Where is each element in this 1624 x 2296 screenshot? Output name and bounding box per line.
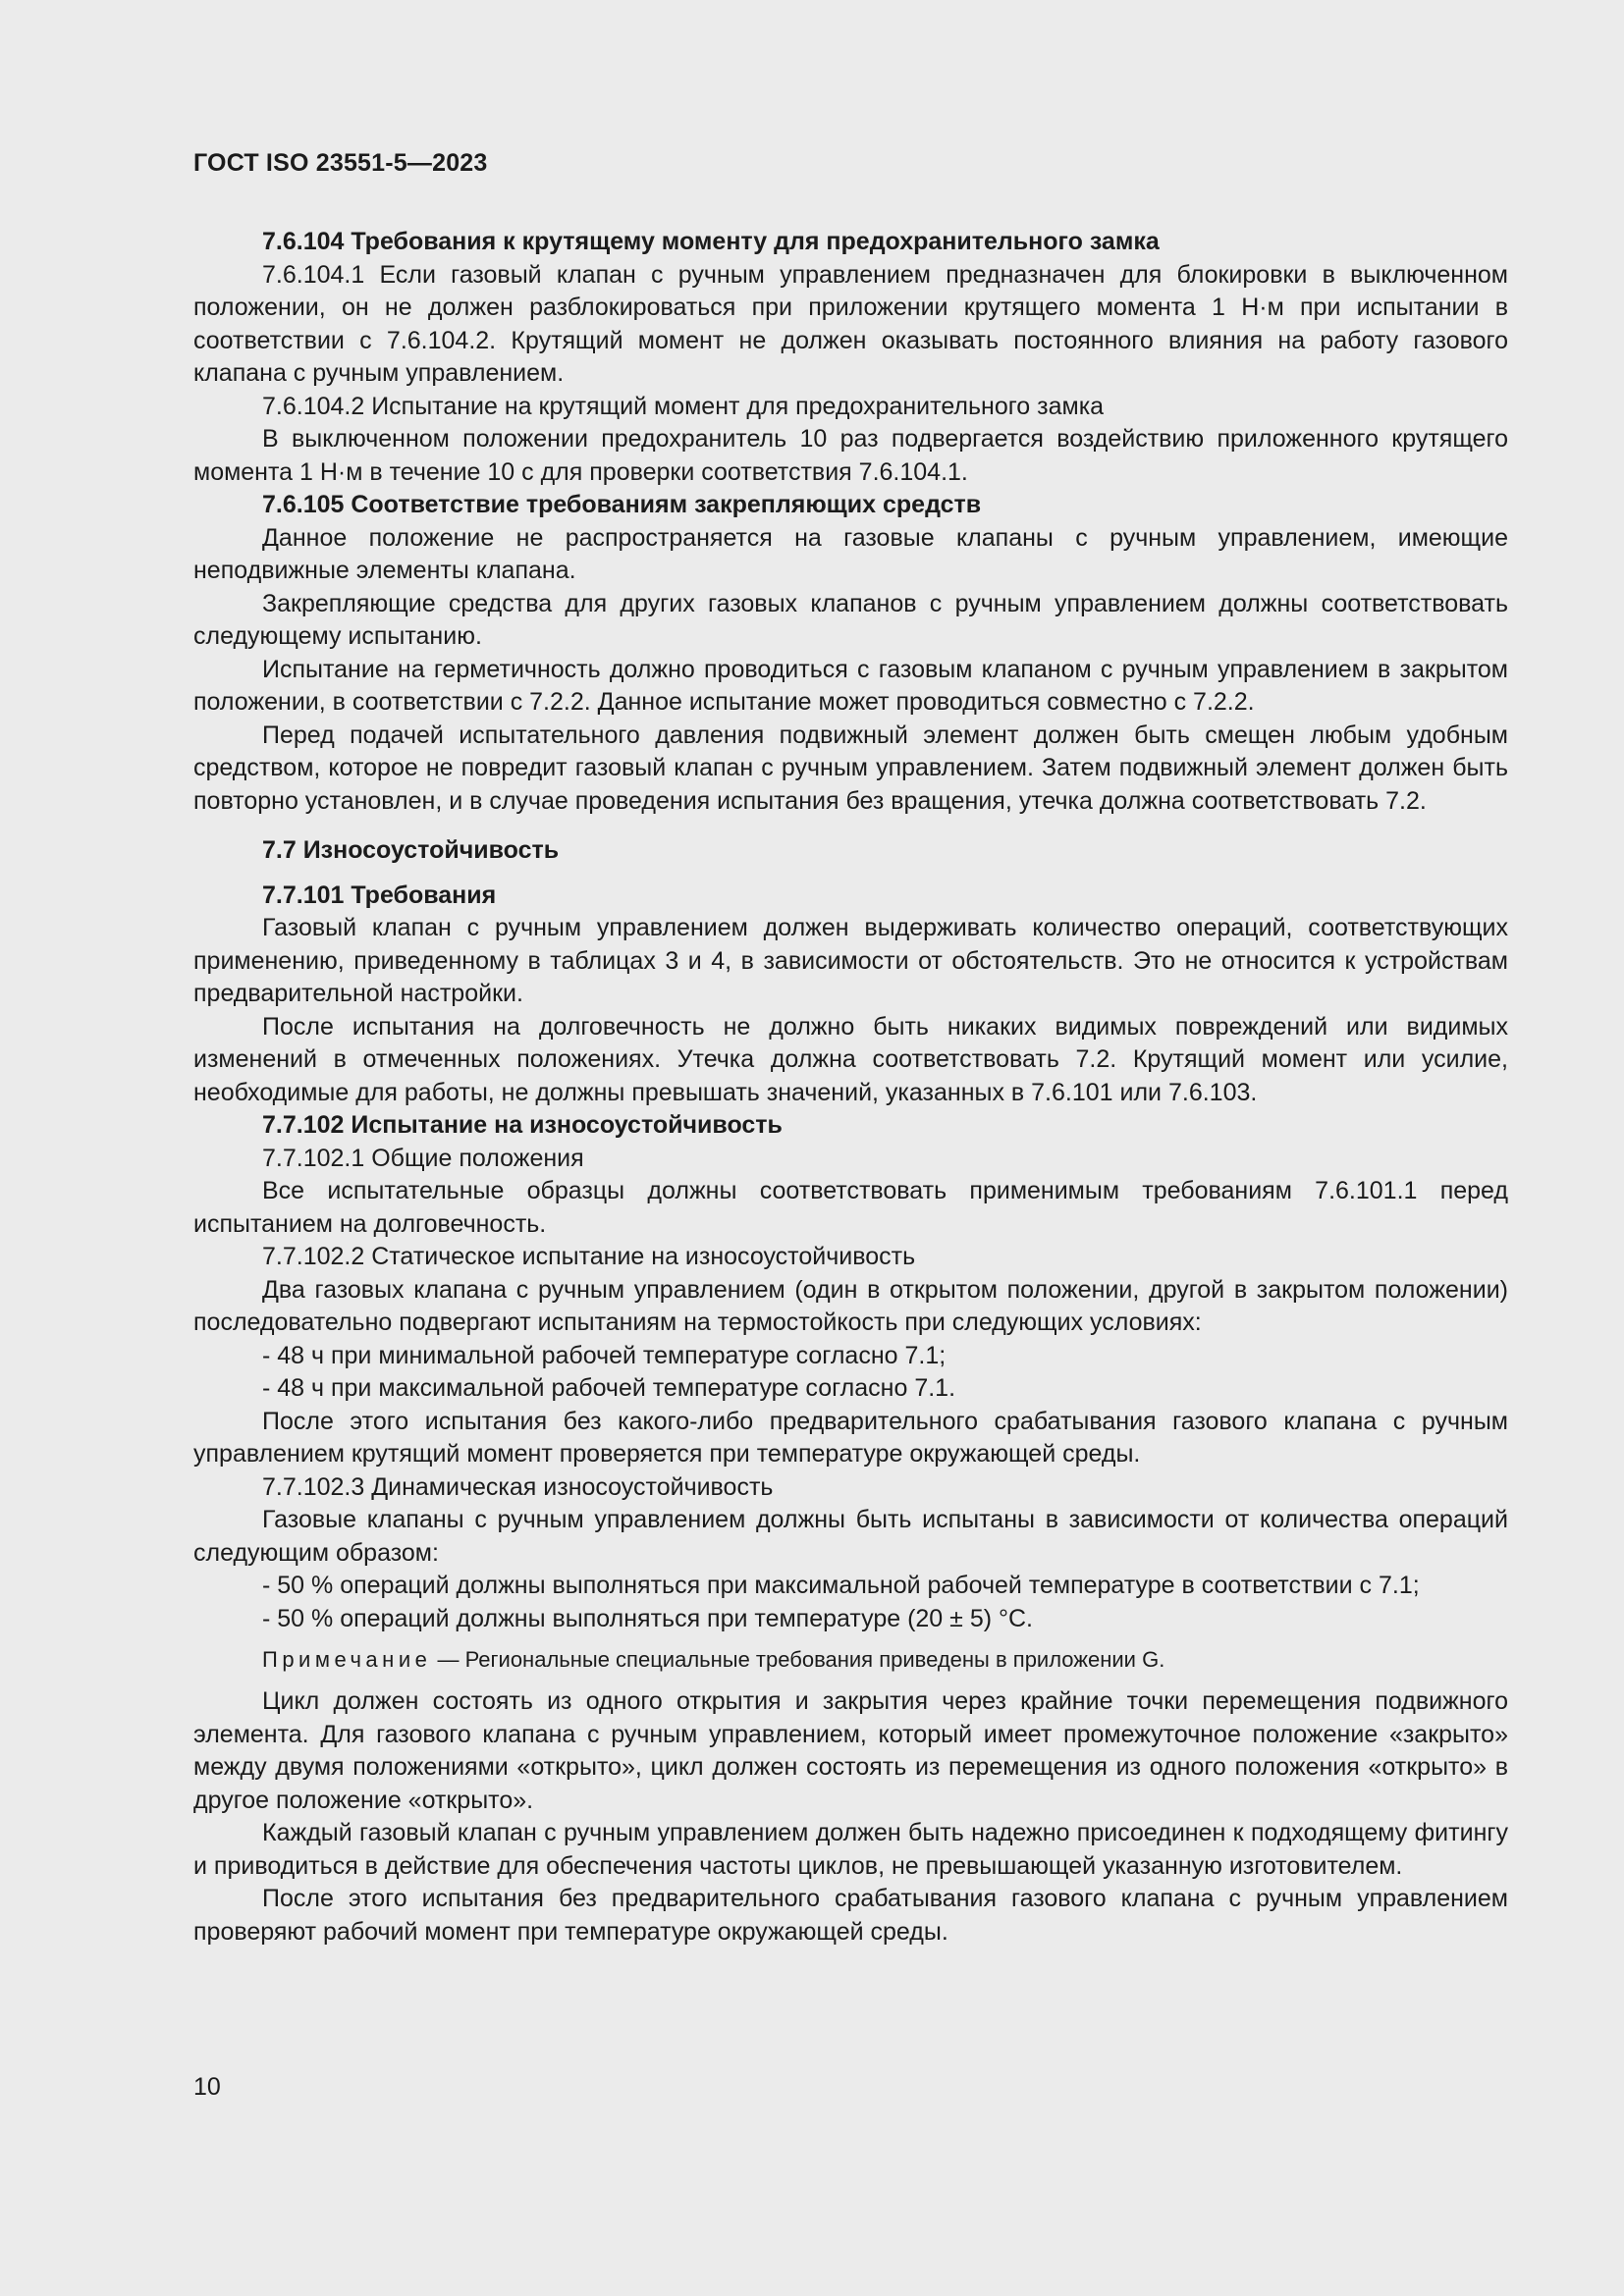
paragraph: 7.7.102.3 Динамическая износоустойчивость xyxy=(262,1472,774,1501)
paragraph: После этого испытания без какого-либо предварительного срабатывания газового клапана с ручным управлением крутящий момент проверяется при температуре окружающей среды. xyxy=(193,1407,1508,1468)
paragraph: 7.6.104.2 Испытание на крутящий момент для предохранительного замка xyxy=(262,392,1105,420)
section-paragraphs-after-note xyxy=(193,1685,1508,1949)
note-label: Примечание xyxy=(262,1647,432,1672)
paragraph: Все испытательные образцы должны соответствовать применимым требованиям 7.6.101.1 перед испытанием на долговечность. xyxy=(193,1177,1508,1238)
paragraph: - 48 ч при минимальной рабочей температуре согласно 7.1; xyxy=(262,1341,947,1369)
paragraph: 7.7.102.2 Статическое испытание на износоустойчивость xyxy=(262,1243,916,1270)
paragraph: - 50 % операций должны выполняться при температуре (20 ± 5) °C. xyxy=(262,1604,1033,1632)
paragraph: - 50 % операций должны выполняться при максимальной рабочей температуре в соответствии с 7.1; xyxy=(262,1572,1420,1599)
section-heading: 7.7 Износоустойчивость xyxy=(262,836,560,864)
paragraph: Газовый клапан с ручным управлением должен выдерживать количество операций, соответствующих применению, приведенному в таблицах 3 и 4, в зависимости от обстоятельств. Это не относится к устройствам предварительной настройки. xyxy=(193,914,1508,1007)
paragraph: После испытания на долговечность не должно быть никаких видимых повреждений или видимых изменений в отмеченных положениях. Утечка должна соответствовать 7.2. Крутящий момент или усилие, необходимые для работы, не должны превышать значений, указанных в 7.6.101 или 7.6.103. xyxy=(193,1012,1508,1106)
section-heading: 7.7.101 Требования xyxy=(262,881,497,909)
document-header: ГОСТ ISO 23551-5—2023 xyxy=(193,149,488,177)
paragraph: Два газовых клапана с ручным управлением (один в открытом положении, другой в закрытом положении) последовательно подвергают испытаниям на термостойкость при следующих условиях: xyxy=(193,1275,1508,1336)
section-heading: 7.6.105 Соответствие требованиям закрепляющих средств xyxy=(262,491,982,518)
page-number: 10 xyxy=(193,2073,221,2101)
note xyxy=(193,1643,1508,1676)
paragraph: 7.6.104.1 Если газовый клапан с ручным управлением предназначен для блокировки в выключенном положении, он не должен разблокироваться при приложении крутящего момента 1 Н·м при испытании в соответствии с 7.6.104.2. Крутящий момент не должен оказывать постоянного влияния на работу газового клапана с ручным управлением. xyxy=(193,260,1508,387)
paragraph: После этого испытания без предварительного срабатывания газового клапана с ручным управлением проверяют рабочий момент при температуре окружающей среды. xyxy=(193,1885,1508,1946)
document-body xyxy=(193,226,1508,1949)
paragraph: 7.7.102.1 Общие положения xyxy=(262,1144,584,1172)
paragraph: Закрепляющие средства для других газовых клапанов с ручным управлением должны соответствовать следующему испытанию. xyxy=(193,589,1508,650)
note-text: — Региональные специальные требования приведены в приложении G. xyxy=(431,1647,1165,1672)
section-heading: 7.7.102 Испытание на износоустойчивость xyxy=(262,1111,783,1139)
paragraph: Перед подачей испытательного давления подвижный элемент должен быть смещен любым удобным средством, которое не повредит газовый клапан с ручным управлением. Затем подвижный элемент должен быть повторно установлен, и в случае проведения испытания без вращения, утечка должна соответствовать 7.2. xyxy=(193,721,1508,815)
paragraph: Испытание на герметичность должно проводиться с газовым клапаном с ручным управлением в закрытом положении, в соответствии с 7.2.2. Данное испытание может проводиться совместно с 7.2.2. xyxy=(193,655,1508,716)
paragraph: Цикл должен состоять из одного открытия и закрытия через крайние точки перемещения подвижного элемента. Для газового клапана с ручным управлением, который имеет промежуточное положение «закрыто» между двумя положениями «открыто», цикл должен состоять из перемещения из одного положения «открыто» в другое положение «открыто». xyxy=(193,1687,1508,1814)
paragraph: В выключенном положении предохранитель 10 раз подвергается воздействию приложенного крутящего момента 1 Н·м в течение 10 с для проверки соответствия 7.6.104.1. xyxy=(193,425,1508,486)
paragraph: Данное положение не распространяется на газовые клапаны с ручным управлением, имеющие неподвижные элементы клапана. xyxy=(193,523,1508,584)
paragraph: Газовые клапаны с ручным управлением должны быть испытаны в зависимости от количества операций следующим образом: xyxy=(193,1506,1508,1567)
paragraph: Каждый газовый клапан с ручным управлением должен быть надежно присоединен к подходящему фитингу и приводиться в действие для обеспечения частоты циклов, не превышающей указанную изготовителем. xyxy=(193,1819,1508,1880)
section-paragraphs xyxy=(193,226,1508,1635)
section-heading: 7.6.104 Требования к крутящему моменту для предохранительного замка xyxy=(262,228,1160,255)
paragraph: - 48 ч при максимальной рабочей температуре согласно 7.1. xyxy=(262,1374,956,1402)
